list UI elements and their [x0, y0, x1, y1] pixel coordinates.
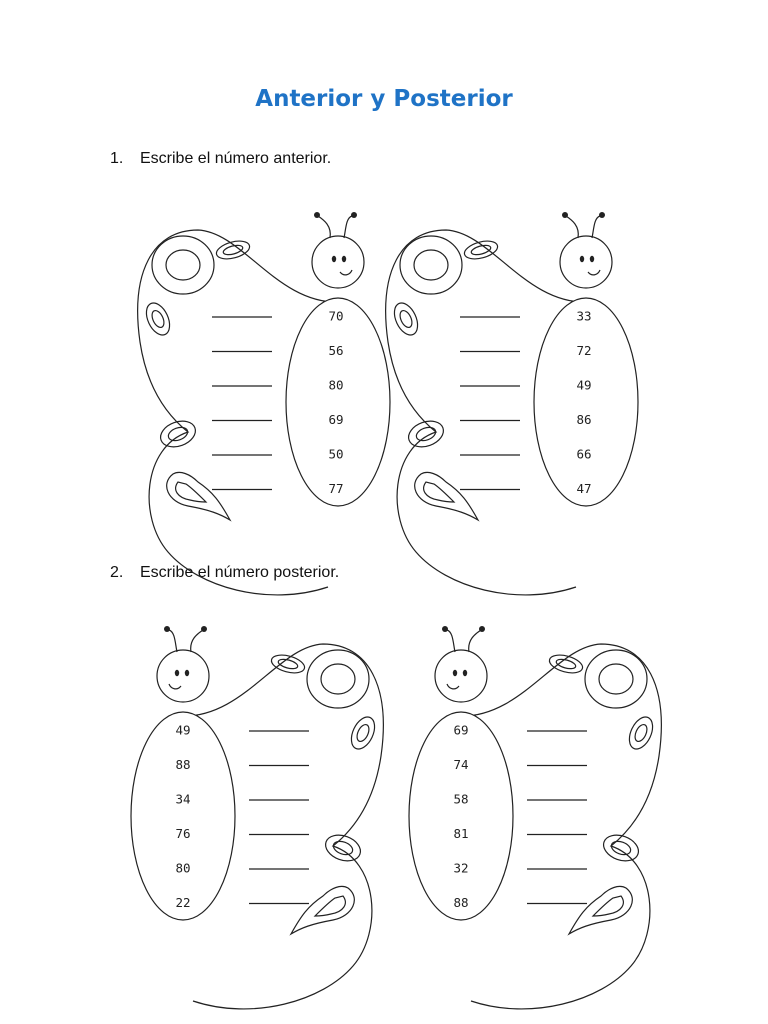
number-label: 76: [175, 826, 191, 841]
wing-spot: [569, 886, 632, 934]
wing-spot: [414, 250, 448, 280]
wing-spot: [415, 425, 438, 443]
page-title: Anterior y Posterior: [255, 86, 513, 112]
number-label: 72: [576, 343, 592, 358]
wing-spot: [599, 664, 633, 694]
eye: [332, 256, 336, 262]
antenna-tip: [562, 212, 568, 218]
antenna: [344, 216, 352, 238]
number-label: 58: [453, 791, 469, 807]
number-label: 69: [453, 722, 469, 738]
antenna-tip: [479, 626, 485, 632]
number-label: 88: [453, 895, 469, 910]
wing-spot: [405, 417, 447, 452]
body-oval: [286, 298, 390, 506]
antenna-tip: [351, 212, 357, 218]
number-label: 32: [453, 860, 469, 876]
wing-spot: [585, 650, 647, 708]
butterfly-head: [560, 236, 612, 288]
butterfly: [386, 212, 638, 595]
number-label: 80: [328, 377, 344, 393]
instruction-text: Escribe el número posterior.: [140, 564, 340, 581]
wing-spot: [633, 723, 650, 744]
instruction-text: Escribe el número anterior.: [140, 150, 332, 167]
antenna: [592, 216, 600, 238]
number-label: 22: [175, 895, 191, 910]
wing-spot: [398, 309, 415, 330]
body-oval: [409, 712, 513, 920]
wing-spot: [321, 664, 355, 694]
wing-spot: [157, 417, 199, 452]
antenna: [318, 216, 330, 238]
number-label: 77: [328, 481, 344, 496]
antenna-tip: [164, 626, 170, 632]
antenna: [447, 630, 455, 652]
number-label: 56: [328, 343, 344, 358]
eye: [590, 256, 594, 262]
butterfly: [409, 626, 661, 1009]
wing-spot: [415, 472, 478, 520]
eye: [463, 670, 467, 676]
wing-spot: [167, 472, 230, 520]
eye: [580, 256, 584, 262]
antenna-tip: [201, 626, 207, 632]
number-label: 69: [328, 412, 344, 427]
wing-spot: [600, 831, 642, 866]
wing-spot: [390, 299, 422, 338]
number-label: 86: [576, 412, 592, 427]
eye: [342, 256, 346, 262]
eye: [175, 670, 179, 676]
wing-spot: [166, 250, 200, 280]
wing-spot: [332, 839, 355, 857]
wing-spot: [291, 886, 354, 934]
number-label: 33: [576, 308, 592, 324]
antenna: [566, 216, 578, 238]
body-oval: [131, 712, 235, 920]
number-label: 74: [453, 757, 469, 772]
instruction-number: 2.: [110, 564, 124, 581]
wing-spot: [152, 236, 214, 294]
number-label: 70: [328, 308, 344, 324]
wing-spot: [347, 713, 379, 752]
eye: [453, 670, 457, 676]
number-label: 34: [175, 791, 191, 807]
wing-spot: [625, 713, 657, 752]
antenna: [191, 630, 203, 652]
wing-spot: [463, 238, 500, 262]
butterfly-head: [435, 650, 487, 702]
wing-spot: [548, 652, 585, 676]
antenna: [469, 630, 481, 652]
wing-spot: [307, 650, 369, 708]
number-label: 81: [453, 826, 469, 841]
wing-spot: [322, 831, 364, 866]
wing-spot: [167, 425, 190, 443]
antenna-tip: [442, 626, 448, 632]
antenna: [169, 630, 177, 652]
antenna-tip: [599, 212, 605, 218]
wing-spot: [400, 236, 462, 294]
antenna-tip: [314, 212, 320, 218]
number-label: 50: [328, 446, 344, 462]
wing-spot: [215, 238, 252, 262]
wing-spot: [142, 299, 174, 338]
butterfly: [131, 626, 383, 1009]
wing-spot: [355, 723, 372, 744]
wing-spot: [270, 652, 307, 676]
wing-spot: [610, 839, 633, 857]
butterfly-head: [157, 650, 209, 702]
wing-spot: [150, 309, 167, 330]
butterfly-head: [312, 236, 364, 288]
instruction-number: 1.: [110, 150, 124, 167]
number-label: 49: [576, 377, 592, 393]
number-label: 88: [175, 757, 191, 772]
body-oval: [534, 298, 638, 506]
number-label: 80: [175, 860, 191, 876]
eye: [185, 670, 189, 676]
number-label: 49: [175, 722, 191, 738]
number-label: 47: [576, 481, 592, 496]
butterfly: [138, 212, 390, 595]
number-label: 66: [576, 446, 592, 462]
